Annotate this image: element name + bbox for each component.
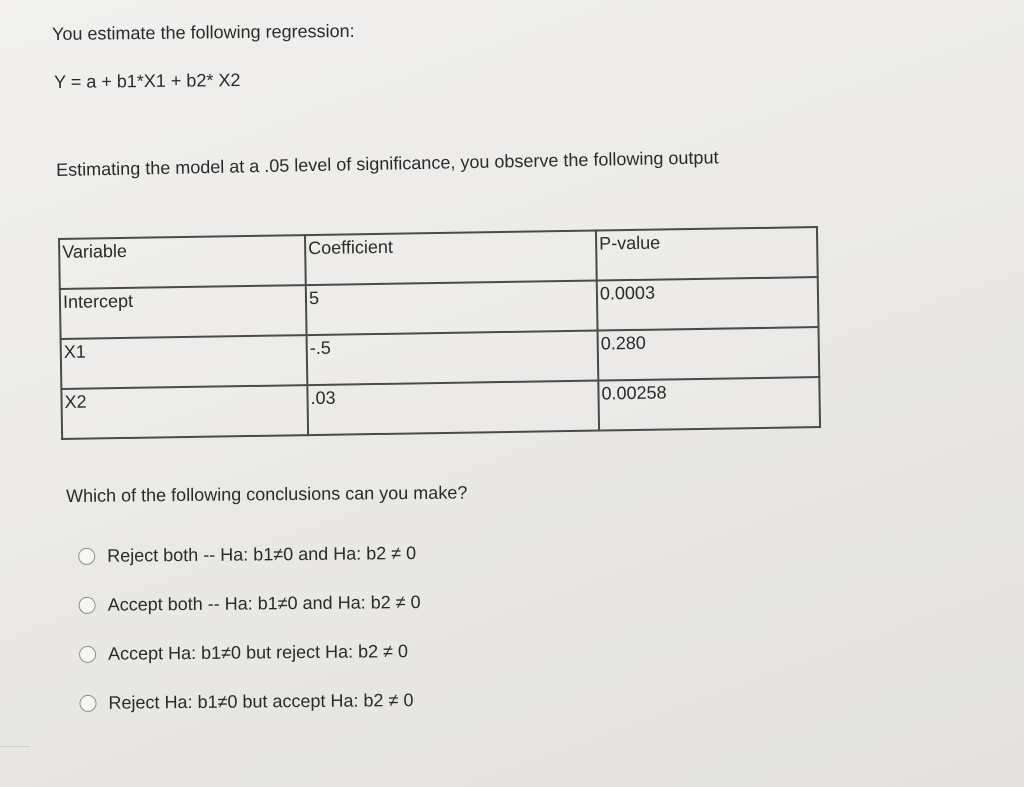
cell-p-value: 0.0003 [597, 277, 819, 330]
answer-option-3[interactable] [79, 627, 421, 679]
option-label: Accept both -- Ha: b1≠0 and Ha: b2 ≠ 0 [107, 592, 421, 615]
cell-coefficient: .03 [307, 381, 599, 436]
cell-variable: X1 [61, 335, 308, 389]
option-label: Accept Ha: b1≠0 but reject Ha: b2 ≠ 0 [107, 641, 409, 664]
cell-variable: X2 [61, 385, 308, 439]
question-prompt: Which of the following conclusions can you make? [66, 482, 468, 506]
header-variable: Variable [59, 235, 306, 289]
question-context: Estimating the model at a .05 level of significance, you observe the following output [56, 147, 719, 180]
question-intro: You estimate the following regression: [52, 20, 355, 44]
regression-equation: Y = a + b1*X1 + b2* X2 [54, 70, 241, 92]
answer-option-2[interactable] [78, 578, 420, 630]
table-row [61, 377, 820, 439]
cell-coefficient: 5 [306, 281, 598, 336]
cell-p-value: 0.00258 [598, 377, 820, 430]
divider [0, 746, 30, 747]
header-coefficient: Coefficient [305, 231, 597, 286]
answer-option-4[interactable] [79, 676, 421, 728]
radio-button[interactable] [79, 597, 96, 614]
option-label: Reject both -- Ha: b1≠0 and Ha: b2 ≠ 0 [107, 543, 417, 566]
radio-button[interactable] [78, 548, 95, 565]
radio-button[interactable] [79, 695, 96, 712]
header-p-value: P-value [596, 227, 818, 280]
radio-button[interactable] [79, 646, 96, 663]
answer-options [78, 529, 422, 728]
cell-coefficient: -.5 [307, 331, 599, 386]
cell-variable: Intercept [60, 285, 307, 339]
regression-output-table [58, 226, 821, 440]
option-label: Reject Ha: b1≠0 but accept Ha: b2 ≠ 0 [108, 690, 414, 713]
cell-p-value: 0.280 [598, 327, 820, 380]
answer-option-1[interactable] [78, 529, 420, 581]
